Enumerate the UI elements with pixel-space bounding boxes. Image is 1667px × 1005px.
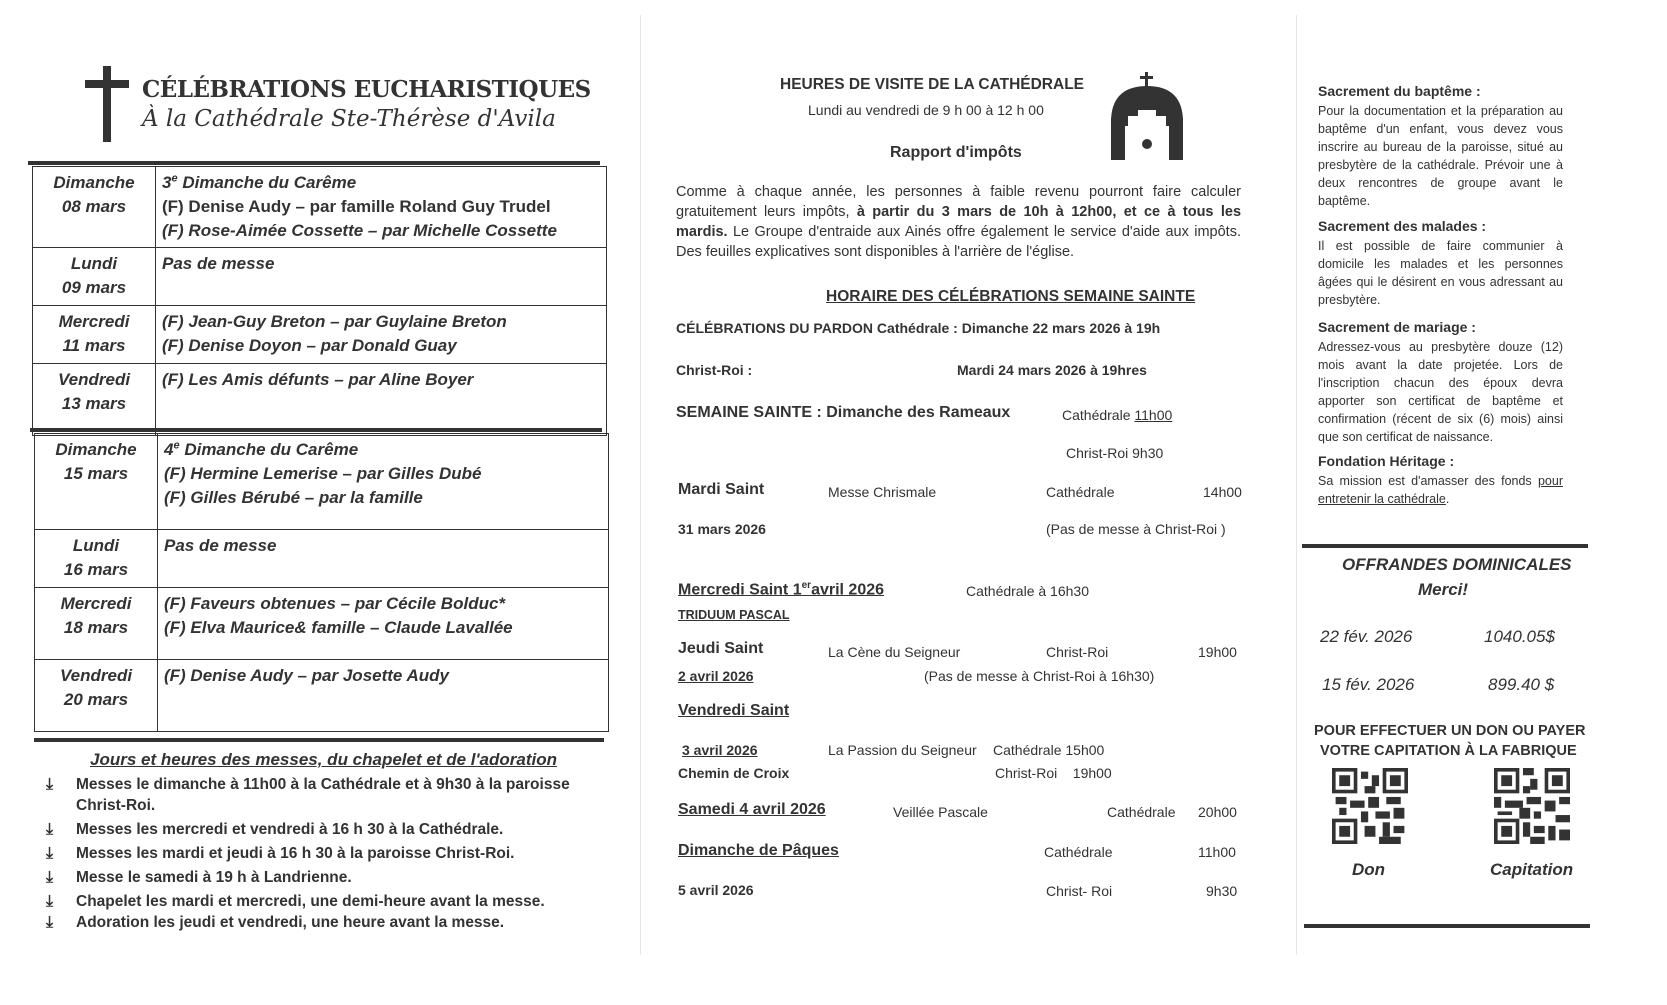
list-item: ⤓ Chapelet les mardi et mercredi, une demi-heure avant la messe. (46, 893, 545, 910)
table-row: Vendredi 13 mars (F) Les Amis défunts – par Aline Boyer (33, 364, 607, 436)
qr-code-capitation[interactable] (1490, 768, 1574, 844)
visit-title: HEURES DE VISITE DE LA CATHÉDRALE (780, 76, 1084, 93)
rameaux-title: SEMAINE SAINTE : Dimanche des Rameaux (676, 404, 1011, 421)
table-row: Lundi 09 mars Pas de messe (33, 248, 607, 306)
holy-week-title: HORAIRE DES CÉLÉBRATIONS SEMAINE SAINTE (826, 288, 1196, 305)
arrow-bullet-icon: ⤓ (46, 893, 54, 910)
arrow-bullet-icon: ⤓ (46, 914, 54, 931)
arrow-bullet-icon: ⤓ (46, 821, 54, 838)
qr-code-don[interactable] (1328, 768, 1412, 844)
visit-hours: Lundi au vendredi de 9 h 00 à 12 h 00 (808, 102, 1044, 118)
table-row: Mercredi 11 mars (F) Jean-Guy Breton – par Guylaine Breton (F) Denise Doyon – par Donald Guay (33, 306, 607, 364)
arrow-bullet-icon: ⤓ (46, 869, 54, 886)
divider (34, 738, 604, 742)
christ-roi-label: Christ-Roi : (676, 362, 753, 378)
page-fold (640, 15, 641, 955)
cross-icon (85, 66, 129, 142)
table-row: Dimanche 15 mars 4e Dimanche du Carême (F) Hermine Lemerise – par Gilles Dubé (F) Gilles Bérubé – par la famille (35, 434, 609, 530)
table-row: Dimanche 08 mars 3e Dimanche du Carême (F) Denise Audy – par famille Roland Guy Trudel (F) Rose-Aimée Cossette – par Michelle Cossette (33, 167, 607, 248)
cathedral-icon (1108, 72, 1186, 162)
list-item: ⤓ Messes les mardi et jeudi à 16 h 30 à la paroisse Christ-Roi. (46, 845, 515, 862)
qr-label-capitation: Capitation (1490, 860, 1574, 879)
page-subtitle: À la Cathédrale Ste-Thérèse d'Avila (142, 106, 556, 132)
page-title: CÉLÉBRATIONS EUCHARISTIQUES (142, 76, 591, 103)
mass-schedule-week2 (34, 433, 609, 732)
divider (30, 428, 602, 432)
baptism-section: Sacrement du baptême : Pour la documentation et la préparation au baptême d'un enfant, vous devez vous inscrire au bureau de la paroisse, situé au presbytère de la cathédrale. Prévoir une à deux rencontres de groupe avant le baptême. (1318, 83, 1563, 208)
pardon-line: CÉLÉBRATIONS DU PARDON Cathédrale : Dimanche 22 mars 2026 à 19h (676, 320, 1161, 336)
divider (28, 161, 600, 165)
arrow-bullet-icon: ⤓ (46, 776, 54, 793)
marriage-section: Sacrement de mariage : Adressez-vous au presbytère douze (12) mois avant la date projetée. Lors de l'inscription chacun des époux devra apporter son certificat de baptême et confirmation (récent de six (6) mois) ainsi que son certificat de naissance. (1318, 319, 1563, 444)
sick-section: Sacrement des malades : Il est possible de faire communier à domicile les malades et les personnes âgées qui le désirent en vous adressant au presbytère. (1318, 218, 1563, 307)
table-row: Vendredi 20 mars (F) Denise Audy – par Josette Audy (35, 660, 609, 732)
foundation-section: Fondation Héritage : Sa mission est d'amasser des fonds pour entretenir la cathédrale. (1318, 453, 1563, 506)
list-item: ⤓ Adoration les jeudi et vendredi, une heure avant la messe. (46, 914, 505, 931)
tax-paragraph: Comme à chaque année, les personnes à faible revenu pourront faire calculer gratuitement leurs impôts, à partir du 3 mars de 10h à 12h00, et ce à tous les mardis. Le Groupe d'entraide aux Ainés offre également le service d'aide aux impôts. Des feuilles explicatives sont disponibles à l'arrière de l'église. (676, 184, 1242, 260)
page-fold (1296, 15, 1297, 955)
table-row: Mercredi 18 mars (F) Faveurs obtenues – par Cécile Bolduc* (F) Elva Maurice& famille – Claude Lavallée (35, 588, 609, 660)
list-item: ⤓ Messe le samedi à 19 h à Landrienne. (46, 869, 352, 886)
table-row: Lundi 16 mars Pas de messe (35, 530, 609, 588)
arrow-bullet-icon: ⤓ (46, 845, 54, 862)
hours-list (40, 774, 600, 936)
divider (1302, 544, 1588, 548)
hours-heading: Jours et heures des messes, du chapelet et de l'adoration (90, 750, 557, 769)
tax-title: Rapport d'impôts (890, 144, 1022, 161)
qr-label-don: Don (1352, 860, 1386, 879)
offerings-title: OFFRANDES DOMINICALES (1342, 555, 1572, 574)
christ-roi-date: Mardi 24 mars 2026 à 19hres (957, 362, 1147, 378)
list-item: ⤓ Messes les mercredi et vendredi à 16 h 30 à la Cathédrale. (46, 821, 504, 838)
mass-schedule-week1 (32, 166, 607, 436)
list-item: ⤓ Messes le dimanche à 11h00 à la Cathédrale et à 9h30 à la paroisse Christ-Roi. (46, 776, 570, 814)
divider (1304, 924, 1590, 928)
